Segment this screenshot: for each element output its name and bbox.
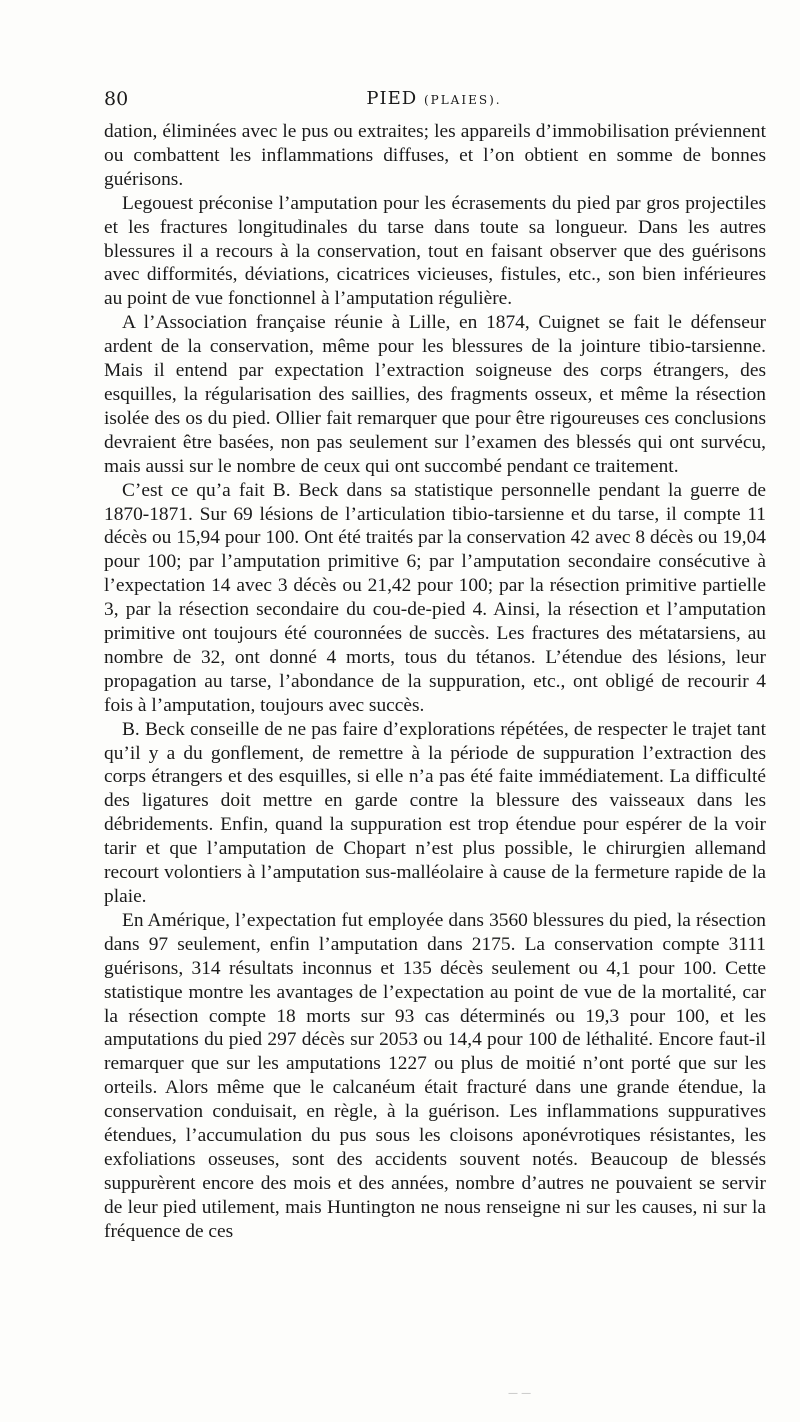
page-number: 80: [104, 88, 129, 110]
paragraph: B. Beck conseille de ne pas faire d’explorations répétées, de respecter le trajet tant qu’il y a du gonflement, de remettre à la période de suppuration l’extraction des corps étrangers et des esquilles, si elle n’a pas été faite immédiatement. La difficulté des ligatures doit mettre en garde contre la blessure des vaisseaux dans les débridements. Enfin, quand la suppuration est trop étendue pour espérer de la voir tarir et que l’amputation de Chopart n’est plus possible, le chirurgien allemand recourt volontiers à l’amputation sus-malléolaire à cause de la fermeture rapide de la plaie.: [104, 718, 766, 907]
running-title-main: PIED: [366, 88, 418, 109]
body-text: [104, 120, 766, 1244]
paragraph: dation, éliminées avec le pus ou extraites; les appareils d’immobilisation préviennent ou combattent les inflammations diffuses, et l’on obtient en somme de bonnes guérisons.: [104, 121, 766, 190]
running-title-sub: (PLAIES).: [423, 93, 502, 107]
running-title: [104, 88, 764, 109]
paragraph: Legouest préconise l’amputation pour les écrasements du pied par gros projectiles et les fractures longitudinales du tarse dans toute sa longueur. Dans les autres blessures il a recours à la conservation, tout en faisant observer que des guérisons avec difformités, déviations, cicatrices vicieuses, fistules, etc., son bien inférieures au point de vue fonctionnel à l’amputation régulière.: [104, 192, 766, 310]
paragraph: C’est ce qu’a fait B. Beck dans sa statistique personnelle pendant la guerre de 1870-1871. Sur 69 lésions de l’articulation tibio-tarsienne et du tarse, il compte 11 décès ou 15,94 pour 100. Ont été traités par la conservation 42 avec 8 décès ou 19,04 pour 100; par l’amputation primitive 6; par l’amputation secondaire consécutive à l’expectation 14 avec 3 décès ou 21,42 pour 100; par la résection primitive partielle 3, par la résection secondaire du cou-de-pied 4. Ainsi, la résection et l’amputation primitive ont toujours été couronnées de succès. Les fractures des métatarsiens, au nombre de 32, ont donné 4 morts, tous du tétanos. L’étendue des lésions, leur propagation au tarse, l’abondance de la suppuration, etc., ont obligé de recourir 4 fois à l’amputation, toujours avec succès.: [104, 479, 766, 716]
paragraph: En Amérique, l’expectation fut employée dans 3560 blessures du pied, la résection dans 97 seulement, enfin l’amputation dans 2175. La conservation compte 3111 guérisons, 314 résultats inconnus et 135 décès seulement ou 4,1 pour 100. Cette statistique montre les avantages de l’expectation au point de vue de la mortalité, car la résection compte 18 morts sur 93 cas déterminés ou 19,3 pour 100, et les amputations du pied 297 décès sur 2053 ou 14,4 pour 100 de léthalité. Encore faut-il remarquer que sur les amputations 1227 ou plus de moitié n’ont porté que sur les orteils. Alors même que le calcanéum était fracturé dans une grande étendue, la conservation conduisait, en règle, à la guérison. Les inflammations suppuratives étendues, l’accumulation du pus sous les cloisons aponévrotiques résistantes, les exfoliations osseuses, sont des accidents souvent notés. Beaucoup de blessés suppurèrent encore des mois et des années, nombre d’autres ne pouvaient se servir de leur pied utilement, mais Huntington ne nous renseigne ni sur les causes, ni sur la fréquence de ces: [104, 909, 766, 1242]
footer-smudge: — —: [508, 1388, 532, 1399]
paragraph: A l’Association française réunie à Lille, en 1874, Cuignet se fait le défenseur ardent de la conservation, même pour les blessures de la jointure tibio-tarsienne. Mais il entend par expectation l’extraction soigneuse des corps étrangers, des esquilles, la régularisation des saillies, des fragments osseux, et même la résection isolée des os du pied. Ollier fait remarquer que pour être rigoureuses ces conclusions devraient être basées, non pas seulement sur l’examen des blessés qui ont survécu, mais aussi sur le nombre de ceux qui ont succombé pendant ce traitement.: [104, 312, 766, 477]
page-header: [104, 88, 764, 114]
